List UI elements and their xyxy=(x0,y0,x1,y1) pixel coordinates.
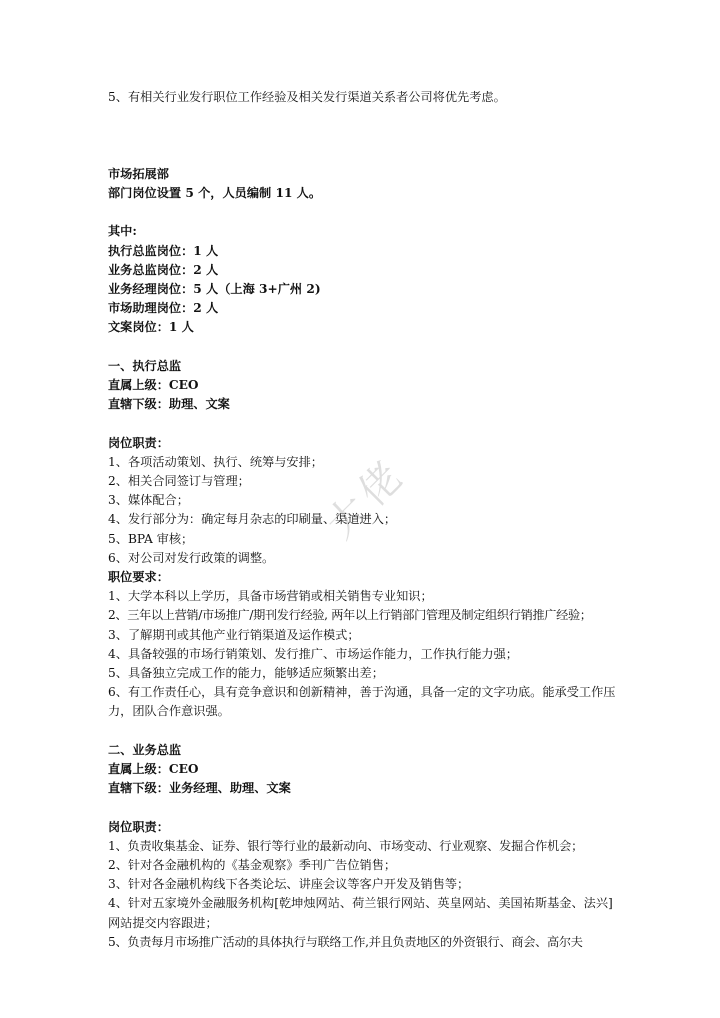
section2-subordinate: 直辖下级：业务经理、助理、文案 xyxy=(108,781,291,796)
document-page xyxy=(108,88,618,952)
duty-item: 6、对公司对发行政策的调整。 xyxy=(108,550,275,565)
duty-item: 3、针对各金融机构线下各类论坛、讲座会议等客户开发及销售等； xyxy=(108,877,470,892)
requirement-item: 1、大学本科以上学历，具备市场营销或相关销售专业知识； xyxy=(108,589,433,604)
section1-subordinate: 直辖下级：助理、文案 xyxy=(108,397,230,412)
section2-heading: 二、业务总监 xyxy=(108,742,182,757)
duty-item: 2、相关合同签订与管理； xyxy=(108,473,250,488)
duty-item: 2、针对各金融机构的《基金观察》季刊广告位销售； xyxy=(108,858,397,873)
requirement-item: 5、具备独立完成工作的能力，能够适应频繁出差； xyxy=(108,666,384,681)
among-label: 其中: xyxy=(108,224,137,239)
duty-item: 5、BPA 审核； xyxy=(108,531,194,546)
section1-superior: 直属上级：CEO xyxy=(108,377,199,392)
spacer xyxy=(108,338,618,357)
spacer xyxy=(108,798,618,817)
requirement-item: 2、三年以上营销/市场推广/期刊发行经验, 两年以上行销部门管理及制定组织行销推广经验； xyxy=(108,608,592,623)
section1-heading: 一、执行总监 xyxy=(108,358,182,373)
duty-item: 4、发行部分为：确定每月杂志的印刷量、渠道进入； xyxy=(108,512,397,527)
intro-line: 5、有相关行业发行职位工作经验及相关发行渠道关系者公司将优先考虑。 xyxy=(108,90,506,104)
position-item: 市场助理岗位：2 人 xyxy=(108,301,219,316)
duty-item: 1、各项活动策划、执行、统筹与安排； xyxy=(108,454,323,469)
position-item: 文案岗位：1 人 xyxy=(108,320,194,335)
spacer xyxy=(108,107,618,145)
section2-superior: 直属上级：CEO xyxy=(108,762,199,777)
position-item: 执行总监岗位：1 人 xyxy=(108,243,219,258)
requirement-item: 6、有工作责任心，具有竞争意识和创新精神，善于沟通，具备一定的文字功底。能承受工作压力，团队合作意识强。 xyxy=(108,685,616,719)
watermark: 大佬 xyxy=(317,450,416,548)
position-item: 业务经理岗位：5 人（上海 3+广州 2) xyxy=(108,281,321,296)
section2-duties-label: 岗位职责： xyxy=(108,819,169,834)
department-summary: 部门岗位设置 5 个，人员编制 11 人。 xyxy=(108,185,322,200)
spacer xyxy=(108,414,618,433)
requirement-item: 4、具备较强的市场行销策划、发行推广、市场运作能力，工作执行能力强； xyxy=(108,646,518,661)
duty-item: 3、媒体配合； xyxy=(108,493,189,508)
spacer xyxy=(108,722,618,741)
department-title: 市场拓展部 xyxy=(108,166,169,181)
section1-requirements-label: 职位要求： xyxy=(108,570,169,584)
duty-item: 5、负责每月市场推广活动的具体执行与联络工作,并且负责地区的外资银行、商会、高尔夫 xyxy=(108,934,583,949)
duty-item: 4、针对五家境外金融服务机构[乾坤烛网站、荷兰银行网站、英皇网站、美国祐斯基金、法兴]网站提交内容跟进； xyxy=(108,896,613,930)
requirement-item: 3、了解期刊或其他产业行销渠道及运作模式； xyxy=(108,627,360,642)
duty-item: 1、负责收集基金、证券、银行等行业的最新动向、市场变动、行业观察、发掘合作机会； xyxy=(108,838,584,853)
spacer xyxy=(108,203,618,222)
position-item: 业务总监岗位：2 人 xyxy=(108,262,219,277)
spacer xyxy=(108,146,618,165)
section1-duties-label: 岗位职责： xyxy=(108,435,169,450)
